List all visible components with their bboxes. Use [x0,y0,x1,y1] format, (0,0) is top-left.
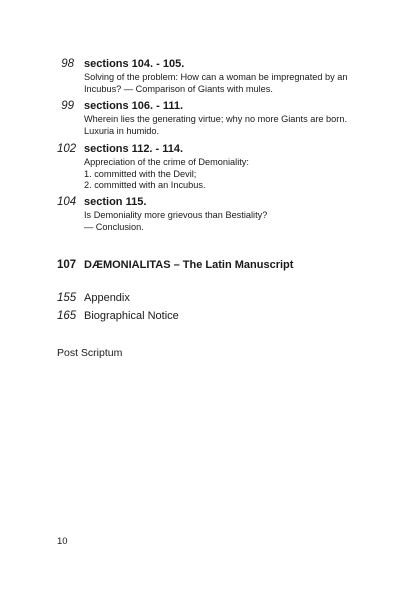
page-number: 155 [57,292,77,304]
appendix-label: Appendix [84,292,130,304]
section-description [84,72,384,95]
description-line: Incubus? — Comparison of Giants with mules. [84,83,273,94]
section-description [84,157,384,192]
section-heading: sections 112. - 114. [84,143,184,155]
section-heading: section 115. [84,196,147,208]
description-line: Wherein lies the generating virtue; why no more Giants are born. [84,114,347,124]
description-line: 1. committed with the Devil; [84,168,197,179]
description-line: Luxuria in humido. [84,125,160,136]
description-line: Is Demoniality more grievous than Bestiality? [84,210,268,220]
page-number: 102 [57,143,77,155]
section-heading: sections 106. - 111. [84,100,184,112]
page-number: 104 [57,196,77,208]
page-number: 107 [57,259,77,271]
description-line: 2. committed with an Incubus. [84,180,206,190]
page-number: 98 [61,58,74,70]
description-line: — Conclusion. [84,221,144,232]
post-scriptum: Post Scriptum [57,347,123,359]
page-number: 165 [57,310,77,322]
notice-label: Biographical Notice [84,310,179,322]
section-description [84,210,384,233]
page-number: 99 [61,100,74,112]
section-description [84,114,384,137]
manuscript-heading: DÆMONIALITAS – The Latin Manuscript [84,259,294,271]
section-heading: sections 104. - 105. [84,58,185,70]
folio-page-number: 10 [57,536,68,547]
description-line: Appreciation of the crime of Demoniality: [84,157,249,167]
description-line: Solving of the problem: How can a woman be impregnated by an [84,72,348,82]
